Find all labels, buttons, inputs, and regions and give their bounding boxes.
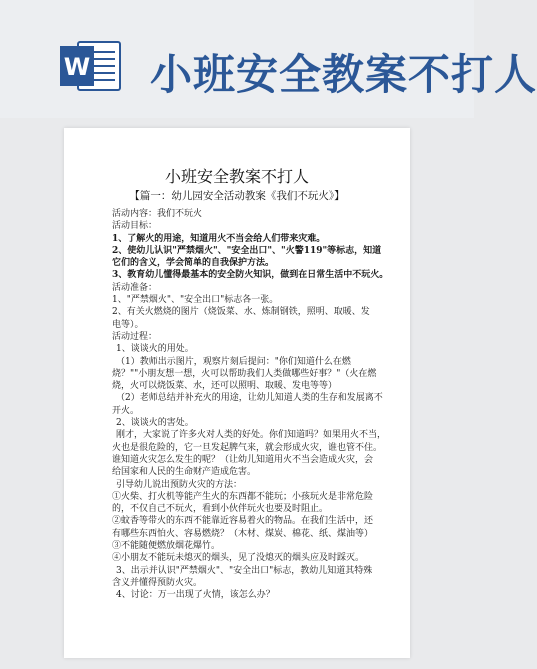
document-line: 火也是很危险的，它一旦发起脾气来，就会形成火灾，谁也管不住。	[112, 442, 383, 453]
word-document-icon	[60, 38, 122, 94]
document-line: 活动目标：	[112, 221, 158, 232]
document-line: 电等）。	[112, 319, 144, 330]
document-line: 1、谈谈火的用处。	[116, 344, 194, 355]
document-line: ④小朋友不能玩未熄灭的烟头，见了没熄灭的烟头应及时踩灭。	[112, 553, 365, 564]
document-line: 烧，火可以烧饭菜、水，还可以照明、取暖、发电等等）	[112, 381, 338, 392]
document-line: 开火。	[112, 405, 140, 416]
document-line: 活动过程：	[112, 331, 158, 342]
document-line: ②蚊香等带火的东西不能靠近容易着火的物品。在我们生活中，还	[112, 516, 374, 527]
document-line: 的，不仅自己不玩火，看到小伙伴玩火也要及时阻止。	[112, 504, 329, 515]
document-line: （2）老师总结并补充火的用途，让幼儿知道人类的生存和发展离不	[116, 393, 383, 404]
document-line: 3、教育幼儿懂得最基本的安全防火知识，做到在日常生活中不玩火。	[112, 270, 389, 281]
document-line: 刚才，大家说了许多火对人类的好处。你们知道吗？如果用火不当，	[116, 430, 387, 441]
document-page	[64, 128, 410, 658]
document-line: 活动内容：我们不玩火	[112, 209, 203, 219]
document-body	[112, 208, 389, 602]
document-line: 2、谈谈火的害处。	[116, 418, 194, 429]
document-line: 它们的含义，学会简单的自我保护方法。	[112, 258, 275, 269]
word-icon-letter: W	[63, 53, 91, 81]
document-line: 烧？""小朋友想一想，火可以帮助我们人类做哪些好事？"（火在燃	[112, 368, 377, 379]
document-line: 2、有关火燃烧的图片（烧饭菜、水、炼制钢铁，照明、取暖、发	[112, 307, 370, 318]
document-line: 3、出示并认识"严禁烟火"、"安全出口"标志，教幼儿知道其特殊	[116, 565, 373, 576]
document-subtitle: 【篇一：幼儿园安全活动教案《我们不玩火》】	[129, 190, 345, 202]
document-title: 小班安全教案不打人	[164, 167, 309, 186]
document-line: 给国家和人民的生命财产造成危害。	[112, 467, 257, 478]
banner-title: 小班安全教案不打人	[150, 50, 537, 99]
document-line: 含义并懂得预防火灾。	[112, 577, 203, 588]
document-line: 1、了解火的用途，知道用火不当会给人们带来灾难。	[112, 233, 326, 244]
document-line: 1、"严禁烟火"、"安全出口"标志各一张。	[112, 295, 279, 306]
document-line: 谁知道火灾怎么发生的呢？（让幼儿知道用火不当会造成火灾，会	[112, 454, 374, 465]
document-line: 2、使幼儿认识"严禁烟火"、"安全出口"、"火警119"等标志，知道	[112, 245, 382, 256]
document-line: 有哪些东西怕火、容易燃烧？（木材、煤炭、棉花、纸、煤油等）	[112, 528, 374, 539]
document-line: 活动准备：	[112, 282, 158, 293]
header-banner	[0, 0, 537, 118]
document-line: 4、讨论：万一出现了火情，该怎么办？	[116, 590, 275, 601]
document-line: ③不能随便燃放烟花爆竹。	[112, 541, 221, 552]
document-line: ①火柴、打火机等能产生火的东西都不能玩；小孩玩火是非常危险	[112, 491, 374, 502]
document-line: （1）教师出示图片，观察片刻后提问："你们知道什么在燃	[116, 356, 351, 367]
document-line: 引导幼儿说出预防火灾的方法：	[116, 479, 243, 490]
